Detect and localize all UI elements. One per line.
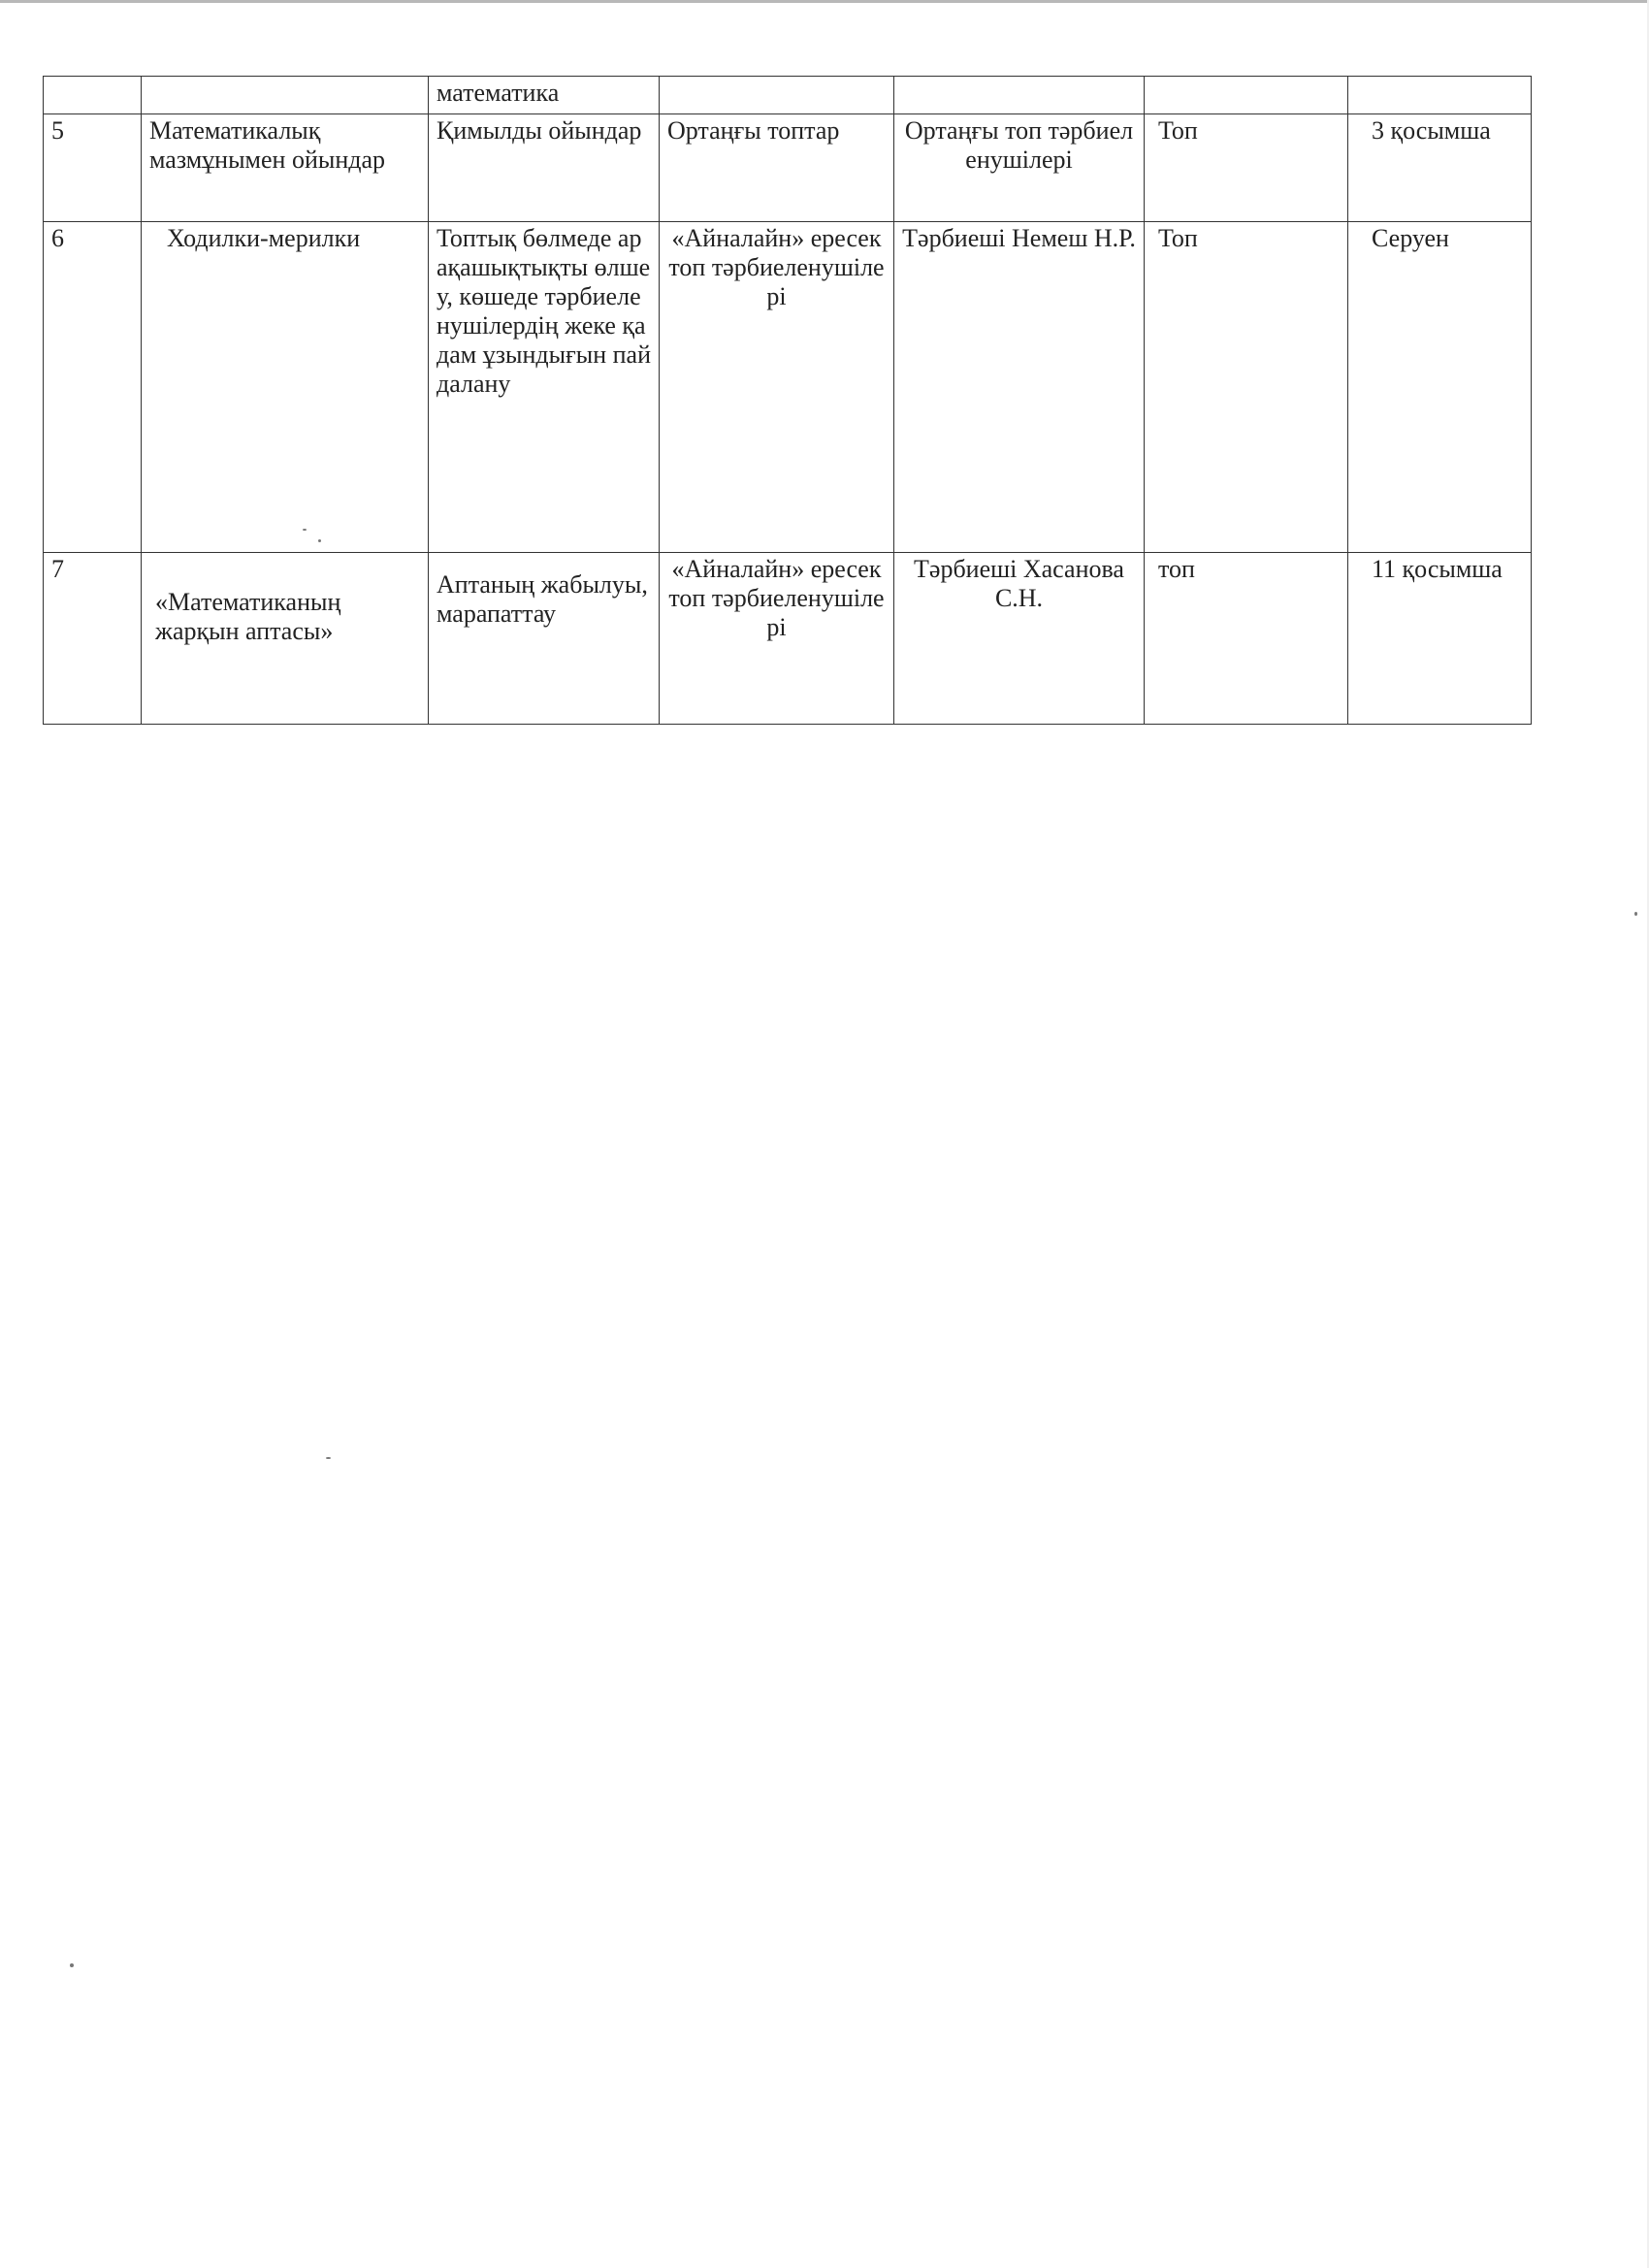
table-row xyxy=(44,77,1532,114)
cell-num xyxy=(44,77,142,114)
cell-event: Ходилки-мерилки xyxy=(142,222,429,553)
cell-content: Қимылды ойындар xyxy=(429,114,660,222)
cell-participants: Ортаңғы топтар xyxy=(660,114,894,222)
cell-form xyxy=(1145,77,1348,114)
cell-responsible xyxy=(894,77,1145,114)
cell-note: Серуен xyxy=(1348,222,1532,553)
cell-form: Топ xyxy=(1145,114,1348,222)
cell-responsible: Тәрбиеші Хасанова С.Н. xyxy=(894,553,1145,725)
cell-event: «Математиканың жарқын аптасы» xyxy=(142,553,429,725)
cell-form: Топ xyxy=(1145,222,1348,553)
cell-responsible: Тәрбиеші Немеш Н.Р. xyxy=(894,222,1145,553)
scan-speck xyxy=(318,539,321,542)
cell-content: Аптаның жабылуы, марапаттау xyxy=(429,553,660,725)
cell-num: 5 xyxy=(44,114,142,222)
table-row xyxy=(44,222,1532,553)
cell-responsible: Ортаңғы топ тәрбиеленушілері xyxy=(894,114,1145,222)
cell-participants: «Айналайн» ересек топ тәрбиеленушілері xyxy=(660,222,894,553)
event-plan-table xyxy=(43,76,1532,725)
scan-speck xyxy=(1634,912,1637,916)
scan-top-edge xyxy=(0,0,1649,3)
cell-content: Топтық бөлмеде арақашықтықты өлшеу, көшеде тәрбиеленушілердің жеке қадам ұзындығын пайдалану xyxy=(429,222,660,553)
scan-speck xyxy=(326,1457,331,1459)
scan-speck xyxy=(303,529,307,531)
scan-speck xyxy=(70,1963,74,1967)
cell-participants: «Айналайн» ересек топ тәрбиеленушілері xyxy=(660,553,894,725)
cell-num: 7 xyxy=(44,553,142,725)
cell-note: 11 қосымша xyxy=(1348,553,1532,725)
cell-participants xyxy=(660,77,894,114)
cell-form: топ xyxy=(1145,553,1348,725)
cell-event xyxy=(142,77,429,114)
cell-note: 3 қосымша xyxy=(1348,114,1532,222)
table-row xyxy=(44,114,1532,222)
cell-note xyxy=(1348,77,1532,114)
cell-content: математика xyxy=(429,77,660,114)
table-row xyxy=(44,553,1532,725)
cell-num: 6 xyxy=(44,222,142,553)
cell-event: Математикалық мазмұнымен ойындар xyxy=(142,114,429,222)
